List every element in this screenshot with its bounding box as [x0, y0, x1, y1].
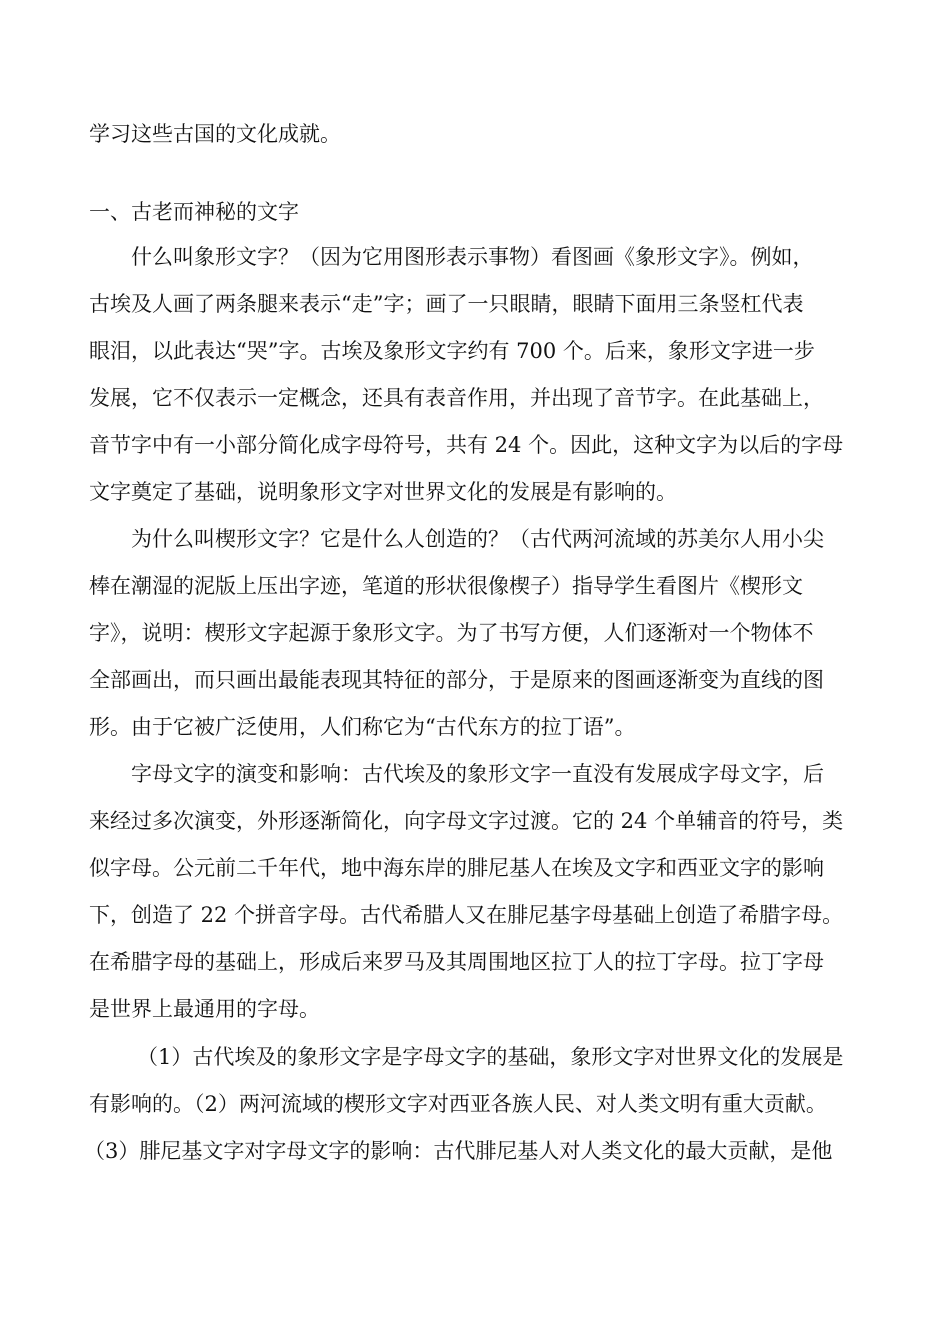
- paragraph-line: 来经过多次演变，外形逐渐简化，向字母文字过渡。它的 24 个单辅音的符号，类: [89, 809, 844, 833]
- paragraph-line: 是世界上最通用的字母。: [89, 997, 320, 1021]
- paragraph-line: 似字母。公元前二千年代，地中海东岸的腓尼基人在埃及文字和西亚文字的影响: [89, 856, 824, 880]
- paragraph-line: 字》，说明：楔形文字起源于象形文字。为了书写方便，人们逐渐对一个物体不: [89, 621, 814, 645]
- paragraph-line: 文字奠定了基础，说明象形文字对世界文化的发展是有影响的。: [89, 480, 677, 504]
- paragraph-line: 学习这些古国的文化成就。: [89, 122, 341, 146]
- paragraph-line: 下，创造了 22 个拼音字母。古代希腊人又在腓尼基字母基础上创造了希腊字母。: [89, 903, 844, 927]
- paragraph-line: 眼泪，以此表达“哭”字。古埃及象形文字约有 700 个。后来，象形文字进一步: [89, 339, 815, 363]
- paragraph-line: 什么叫象形文字？（因为它用图形表示事物）看图画《象形文字》。例如，: [131, 245, 814, 269]
- paragraph-line: 为什么叫楔形文字？它是什么人创造的？（古代两河流域的苏美尔人用小尖: [131, 527, 824, 551]
- paragraph-line: 音节字中有一小部分简化成字母符号，共有 24 个。因此，这种文字为以后的字母: [89, 433, 844, 457]
- paragraph-line: 全部画出，而只画出最能表现其特征的部分，于是原来的图画逐渐变为直线的图: [89, 668, 824, 692]
- paragraph-line: 字母文字的演变和影响：古代埃及的象形文字一直没有发展成字母文字，后: [131, 762, 824, 786]
- paragraph-line: 棒在潮湿的泥版上压出字迹，笔道的形状很像楔子）指导学生看图片《楔形文: [89, 574, 803, 598]
- paragraph-line: 发展，它不仅表示一定概念，还具有表音作用，并出现了音节字。在此基础上，: [89, 386, 824, 410]
- paragraph-line: 有影响的。（2）两河流域的楔形文字对西亚各族人民、对人类文明有重大贡献。: [89, 1092, 827, 1116]
- paragraph-line: 古埃及人画了两条腿来表示“走”字；画了一只眼睛，眼睛下面用三条竖杠代表: [89, 292, 804, 316]
- section-heading: 一、古老而神秘的文字: [89, 200, 299, 224]
- paragraph-line: （3）腓尼基文字对字母文字的影响：古代腓尼基人对人类文化的最大贡献，是他: [84, 1139, 833, 1163]
- paragraph-line: （1）古代埃及的象形文字是字母文字的基础，象形文字对世界文化的发展是: [137, 1045, 844, 1069]
- paragraph-line: 在希腊字母的基础上，形成后来罗马及其周围地区拉丁人的拉丁字母。拉丁字母: [89, 950, 824, 974]
- paragraph-line: 形。由于它被广泛使用，人们称它为“古代东方的拉丁语”。: [89, 715, 636, 739]
